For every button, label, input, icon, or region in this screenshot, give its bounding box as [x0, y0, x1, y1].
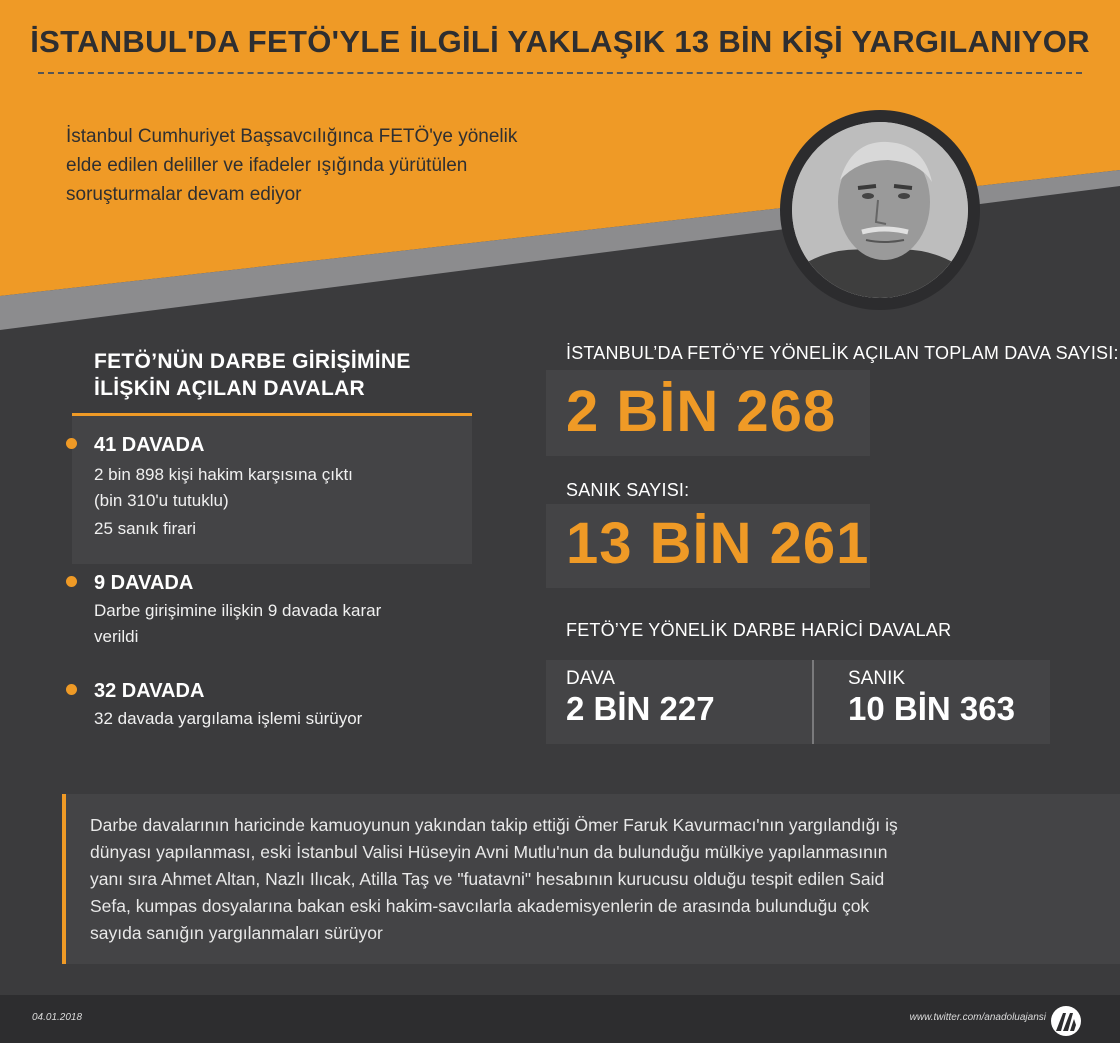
case-item-text: 25 sanık firari	[94, 519, 197, 538]
case-item-text: Darbe girişimine ilişkin 9 davada karar	[94, 601, 382, 620]
left-heading-line: FETÖ’NÜN DARBE GİRİŞİMİNE	[94, 350, 411, 373]
dava-value: 2 BİN 227	[566, 690, 715, 727]
note-line: dünyası yapılanması, eski İstanbul Valisi Hüseyin Avni Mutlu'nun da bulunduğu mülkiye yapılanmasının	[90, 842, 888, 862]
sanik-value: 10 BİN 363	[848, 690, 1015, 727]
sanik-label: SANIK	[848, 668, 906, 689]
case-item-text: (bin 310'u tutuklu)	[94, 491, 229, 510]
other-cases-label: FETÖ’YE YÖNELİK DARBE HARİCİ DAVALAR	[566, 620, 952, 640]
publish-date: 04.01.2018	[32, 1012, 83, 1023]
twitter-link[interactable]: www.twitter.com/anadoluajansi	[909, 1012, 1046, 1023]
case-item-text: 32 davada yargılama işlemi sürüyor	[94, 709, 363, 728]
intro-text	[66, 122, 626, 209]
case-item-heading: 9 DAVADA	[94, 572, 194, 594]
left-heading	[94, 348, 411, 402]
note-line: sayıda sanığın yargılanmaları sürüyor	[90, 923, 383, 943]
page-title: İSTANBUL'DA FETÖ'YLE İLGİLİ YAKLAŞIK 13 BİN KİŞİ YARGILANIYOR	[30, 24, 1090, 59]
note-line: yanı sıra Ahmet Altan, Nazlı Ilıcak, Atilla Taş ve "fuatavni" hesabının kurucusu olduğu tespit edilen Said	[90, 869, 885, 889]
dava-label: DAVA	[566, 668, 615, 689]
case-item	[94, 678, 362, 732]
case-item	[94, 432, 353, 542]
case-item-text: verildi	[94, 627, 139, 646]
portrait-person-icon	[792, 122, 968, 298]
note-line: Darbe davalarının haricinde kamuoyunun yakından takip ettiği Ömer Faruk Kavurmacı'nın yargılandığı iş	[90, 815, 898, 835]
bullet-icon	[66, 684, 77, 695]
case-item	[94, 570, 381, 650]
case-item-text: 2 bin 898 kişi hakim karşısına çıktı	[94, 465, 353, 484]
case-item-heading: 32 DAVADA	[94, 680, 205, 702]
note-text	[90, 812, 1050, 947]
note-line: Sefa, kumpas dosyalarına bakan eski hakim-savcılarla akademisyenlerin de arasında bulunduğu çok	[90, 896, 870, 916]
agency-logo-icon	[1050, 1005, 1082, 1037]
suspects-label: SANIK SAYISI:	[566, 480, 690, 500]
title-divider	[38, 72, 1082, 74]
total-cases-label: İSTANBUL’DA FETÖ’YE YÖNELİK AÇILAN TOPLAM DAVA SAYISI:	[566, 343, 1119, 363]
other-cases-divider	[812, 660, 814, 744]
bullet-icon	[66, 438, 77, 449]
bullet-icon	[66, 576, 77, 587]
portrait-photo	[792, 122, 968, 298]
intro-line: elde edilen deliller ve ifadeler ışığında yürütülen	[66, 155, 468, 176]
case-item-heading: 41 DAVADA	[94, 434, 205, 456]
left-heading-line: İLİŞKİN AÇILAN DAVALAR	[94, 377, 366, 400]
total-cases-value: 2 BİN 268	[566, 379, 837, 444]
suspects-value: 13 BİN 261	[566, 511, 870, 576]
intro-line: İstanbul Cumhuriyet Başsavcılığınca FETÖ'ye yönelik	[66, 126, 518, 147]
intro-line: soruşturmalar devam ediyor	[66, 184, 302, 205]
